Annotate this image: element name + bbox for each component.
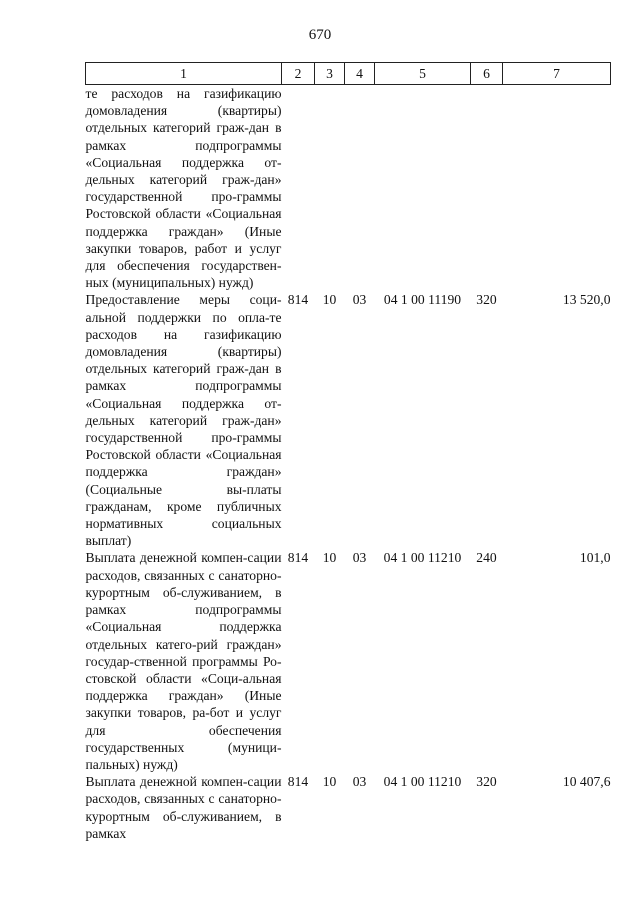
column-header: 2 [282, 63, 315, 85]
cell-amount: 10 407,6 [562, 774, 611, 790]
row-description: те расходов на газификацию домовладения (квартиры) отдельных категорий граж-дан в рамках подпрограммы «Социальная поддержка от-дельных категорий граж-дан» государственной про-граммы Ростовской области «Социальная поддержка граждан» (Иные закупки товаров, работ и услуг для обеспечения государствен-ных (муниципальных) нужд) [85, 86, 282, 291]
cell-target-article [375, 85, 471, 292]
cell-ministry-code: 814 [287, 774, 309, 790]
row-description: Выплата денежной компен-сации расходов, связанных с санаторно-курортным об-служиванием, в рамках [85, 774, 282, 841]
cell-expense-type: 320 [476, 774, 497, 790]
table-row [86, 549, 611, 773]
cell-section [315, 85, 345, 292]
cell-section: 10 [322, 292, 337, 308]
table-header-row [86, 63, 611, 85]
column-header: 5 [375, 63, 471, 85]
cell-expense-type: 240 [476, 550, 497, 566]
column-header: 6 [471, 63, 503, 85]
column-header: 7 [503, 63, 611, 85]
cell-amount: 13 520,0 [562, 292, 611, 308]
cell-subsection: 03 [352, 292, 367, 308]
page-number: 670 [308, 27, 332, 43]
cell-subsection: 03 [352, 550, 367, 566]
cell-ministry-code: 814 [287, 550, 309, 566]
cell-ministry-code [282, 85, 315, 292]
column-header: 1 [86, 63, 282, 85]
cell-target-article: 04 1 00 11210 [383, 550, 462, 566]
column-header: 4 [345, 63, 375, 85]
cell-section: 10 [322, 550, 337, 566]
cell-subsection [345, 85, 375, 292]
column-header: 3 [315, 63, 345, 85]
cell-expense-type: 320 [476, 292, 497, 308]
budget-table [85, 62, 611, 842]
table-row [86, 291, 611, 549]
cell-expense-type [471, 85, 503, 292]
cell-subsection: 03 [352, 774, 367, 790]
cell-target-article: 04 1 00 11210 [383, 774, 462, 790]
cell-section: 10 [322, 774, 337, 790]
cell-target-article: 04 1 00 11190 [383, 292, 462, 308]
cell-amount [503, 85, 611, 292]
row-description: Выплата денежной компен-сации расходов, связанных с санаторно-курортным об-служиванием, в рамках подпрограммы «Социальная поддержка отдельных катего-рий граждан» государ-ственной программы Ро-стовской области «Соци-альная поддержка граждан» (Иные закупки товаров, ра-бот и услуг для обеспечения государственных (муници-пальных) нужд) [85, 550, 282, 772]
cell-amount: 101,0 [579, 550, 611, 566]
cell-ministry-code: 814 [287, 292, 309, 308]
row-description: Предоставление меры соци-альной поддержки по опла-те расходов на газификацию домовладения (квартиры) отдельных категорий граж-дан в рамках подпрограммы «Социальная поддержка от-дельных категорий граж-дан» государственной про-граммы Ростовской области «Социальная поддержка граждан» (Социальные вы-платы гражданам, кроме публичных нормативных социальных выплат) [85, 292, 282, 549]
table-row [86, 773, 611, 842]
table-row [86, 85, 611, 292]
